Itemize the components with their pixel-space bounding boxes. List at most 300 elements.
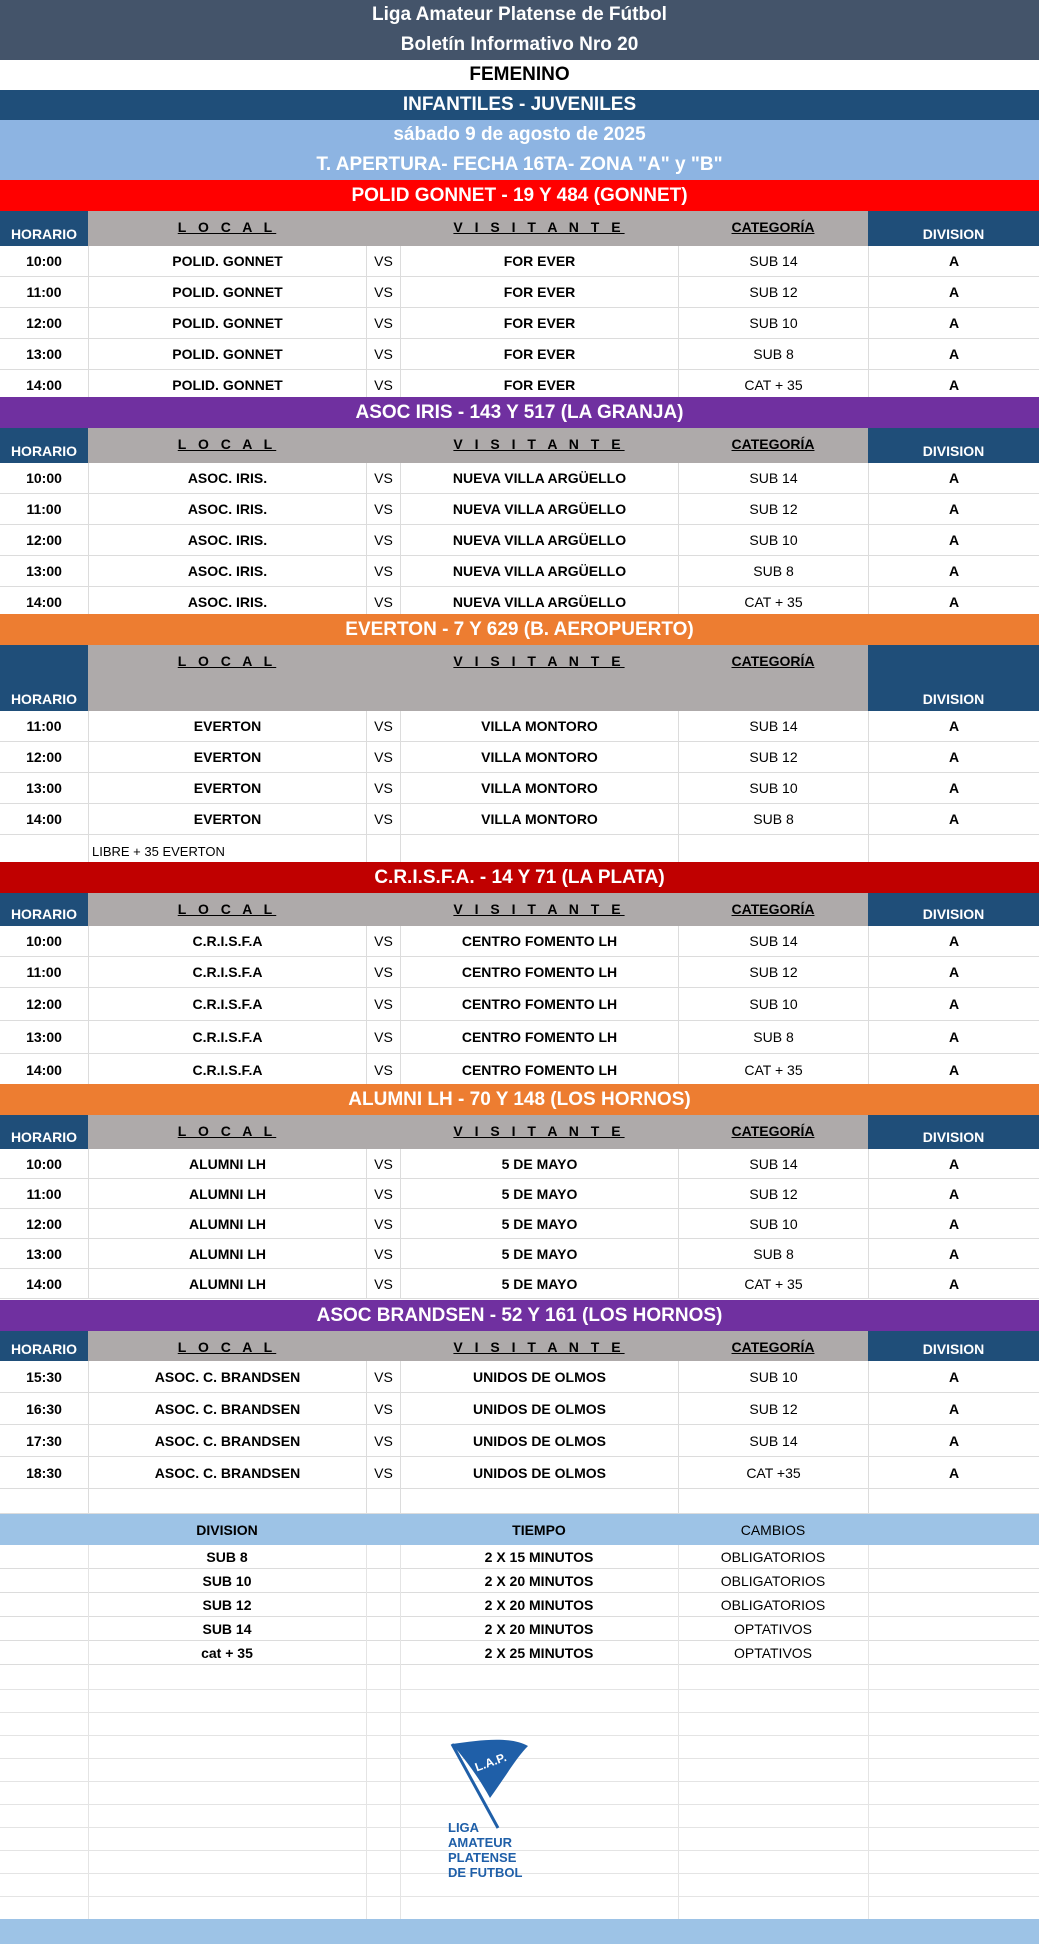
cell-border <box>868 1641 869 1665</box>
match-vs: VS <box>366 742 400 772</box>
match-row <box>0 711 1039 742</box>
match-vs: VS <box>366 1239 400 1268</box>
match-local-team: ASOC. IRIS. <box>88 587 366 617</box>
match-time: 11:00 <box>26 718 62 734</box>
grid-line <box>0 1712 1039 1713</box>
match-visitor-team: FOR EVER <box>400 277 678 307</box>
column-header-row <box>0 211 1039 246</box>
match-division: A <box>868 1457 1039 1488</box>
venue-title <box>0 862 1039 893</box>
cell-border <box>400 1545 401 1569</box>
league-title-text: Liga Amateur Platense de Fútbol <box>372 4 667 25</box>
column-categoria: CATEGORÍA <box>678 893 868 926</box>
match-visitor-team: CENTRO FOMENTO LH <box>400 1021 678 1053</box>
match-category: CAT + 35 <box>678 1054 868 1086</box>
empty-cell <box>678 1488 868 1513</box>
match-row <box>0 742 1039 773</box>
match-vs: VS <box>366 711 400 741</box>
match-time: 10:00 <box>26 470 62 486</box>
match-division: A <box>868 742 1039 772</box>
match-time: 16:30 <box>26 1400 62 1417</box>
cell-border <box>400 1593 401 1617</box>
match-time: 11:00 <box>26 501 62 517</box>
match-time: 18:30 <box>26 1464 62 1481</box>
match-vs: VS <box>366 1149 400 1178</box>
match-time: 17:30 <box>26 1432 62 1449</box>
cell-border <box>868 1569 869 1593</box>
match-division: A <box>868 773 1039 803</box>
match-local-team: ALUMNI LH <box>88 1239 366 1268</box>
times-substitutions: OBLIGATORIOS <box>720 1572 826 1589</box>
match-row <box>0 494 1039 525</box>
match-division: A <box>868 246 1039 276</box>
cell-border <box>868 1593 869 1617</box>
column-division: DIVISION <box>868 645 1039 711</box>
match-time: 13:00 <box>26 346 62 362</box>
empty-cell <box>678 835 868 865</box>
column-header-row <box>0 1331 1039 1361</box>
times-row <box>0 1545 1039 1569</box>
times-division: SUB 12 <box>202 1596 252 1613</box>
match-category: SUB 14 <box>678 711 868 741</box>
match-row <box>0 1054 1039 1087</box>
grid-line <box>0 1689 1039 1690</box>
match-local-team: ASOC. IRIS. <box>88 556 366 586</box>
match-division: A <box>868 556 1039 586</box>
match-local-team: POLID. GONNET <box>88 277 366 307</box>
column-horario: HORARIO <box>0 645 88 711</box>
match-local-team: ALUMNI LH <box>88 1269 366 1298</box>
times-header-cambios: CAMBIOS <box>740 1521 806 1538</box>
match-division: A <box>868 1149 1039 1178</box>
match-row <box>0 926 1039 957</box>
date-title-text: sábado 9 de agosto de 2025 <box>393 124 646 145</box>
venue-title <box>0 614 1039 645</box>
match-visitor-team: CENTRO FOMENTO LH <box>400 926 678 956</box>
bulletin-title <box>0 30 1039 60</box>
match-division: A <box>868 1425 1039 1456</box>
match-division: A <box>868 1239 1039 1268</box>
league-title <box>0 0 1039 30</box>
match-row <box>0 1269 1039 1299</box>
column-local: L O C A L <box>88 428 366 463</box>
match-time: 12:00 <box>26 996 62 1012</box>
match-local-team: C.R.I.S.F.A <box>88 1021 366 1053</box>
match-row <box>0 957 1039 988</box>
venue-title-text: ASOC IRIS - 143 Y 517 (LA GRANJA) <box>355 401 684 423</box>
times-row <box>0 1617 1039 1641</box>
grid-column-line <box>868 1665 869 1919</box>
match-vs: VS <box>366 773 400 803</box>
match-row <box>0 246 1039 277</box>
match-row <box>0 773 1039 804</box>
match-row <box>0 339 1039 370</box>
match-row <box>0 1179 1039 1209</box>
match-time: 12:00 <box>26 749 62 765</box>
times-division: SUB 14 <box>202 1620 252 1637</box>
match-visitor-team: FOR EVER <box>400 370 678 400</box>
venue-title-text: C.R.I.S.F.A. - 14 Y 71 (LA PLATA) <box>374 866 665 888</box>
times-row <box>0 1593 1039 1617</box>
match-local-team: ASOC. C. BRANDSEN <box>88 1361 366 1392</box>
match-time: 10:00 <box>26 1155 62 1172</box>
column-visitante: V I S I T A N T E <box>400 893 678 926</box>
match-local-team: C.R.I.S.F.A <box>88 1054 366 1086</box>
cell-border <box>88 1545 89 1569</box>
grid-column-line <box>88 1665 89 1919</box>
match-visitor-team: 5 DE MAYO <box>400 1239 678 1268</box>
cell-border <box>678 1545 679 1569</box>
match-category: SUB 10 <box>678 525 868 555</box>
match-category: SUB 12 <box>678 742 868 772</box>
match-category: SUB 8 <box>678 1239 868 1268</box>
column-header-row <box>0 428 1039 463</box>
empty-cell <box>400 1488 678 1513</box>
match-visitor-team: UNIDOS DE OLMOS <box>400 1457 678 1488</box>
match-time: 13:00 <box>26 1029 62 1045</box>
match-vs: VS <box>366 246 400 276</box>
match-vs: VS <box>366 556 400 586</box>
cell-border <box>366 1617 367 1641</box>
cell-border <box>868 1545 869 1569</box>
column-division: DIVISION <box>868 211 1039 246</box>
branch-title <box>0 60 1039 90</box>
match-category: CAT + 35 <box>678 370 868 400</box>
match-division: A <box>868 370 1039 400</box>
match-division: A <box>868 463 1039 493</box>
match-time: 13:00 <box>26 780 62 796</box>
match-category: SUB 10 <box>678 1361 868 1392</box>
match-category: SUB 14 <box>678 246 868 276</box>
logo-text <box>448 1820 522 1880</box>
column-division: DIVISION <box>868 1115 1039 1149</box>
match-local-team: ASOC. C. BRANDSEN <box>88 1393 366 1424</box>
match-vs: VS <box>366 587 400 617</box>
match-local-team: ASOC. IRIS. <box>88 463 366 493</box>
column-local: L O C A L <box>88 645 366 711</box>
cell-border <box>366 1569 367 1593</box>
match-vs: VS <box>366 370 400 400</box>
grid-column-line <box>400 1665 401 1919</box>
match-category: SUB 14 <box>678 463 868 493</box>
match-visitor-team: VILLA MONTORO <box>400 804 678 834</box>
match-division: A <box>868 339 1039 369</box>
logo-line-3: PLATENSE <box>448 1850 517 1865</box>
match-visitor-team: 5 DE MAYO <box>400 1209 678 1238</box>
match-visitor-team: FOR EVER <box>400 308 678 338</box>
match-vs: VS <box>366 926 400 956</box>
match-time: 12:00 <box>26 315 62 331</box>
match-time: 14:00 <box>26 1275 62 1292</box>
match-division: A <box>868 1361 1039 1392</box>
match-time: 12:00 <box>26 1215 62 1232</box>
logo-line-2: AMATEUR <box>448 1835 513 1850</box>
match-row <box>0 277 1039 308</box>
match-local-team: ALUMNI LH <box>88 1209 366 1238</box>
match-vs: VS <box>366 988 400 1020</box>
venue-title-text: EVERTON - 7 Y 629 (B. AEROPUERTO) <box>345 618 694 640</box>
cell-border <box>678 1617 679 1641</box>
cell-border <box>88 1593 89 1617</box>
tournament-title-text: T. APERTURA- FECHA 16TA- ZONA "A" y "B" <box>316 154 723 175</box>
match-division: A <box>868 1209 1039 1238</box>
match-visitor-team: NUEVA VILLA ARGÜELLO <box>400 587 678 617</box>
times-substitutions: OBLIGATORIOS <box>720 1596 826 1613</box>
cell-border <box>400 1617 401 1641</box>
match-category: SUB 14 <box>678 1149 868 1178</box>
match-division: A <box>868 1393 1039 1424</box>
times-duration: 2 X 20 MINUTOS <box>484 1596 594 1613</box>
match-vs: VS <box>366 525 400 555</box>
cell-border <box>366 1641 367 1665</box>
logo-line-4: DE FUTBOL <box>448 1865 523 1880</box>
match-time: 12:00 <box>26 532 62 548</box>
match-category: SUB 8 <box>678 556 868 586</box>
match-row <box>0 308 1039 339</box>
empty-cell <box>400 835 678 865</box>
cell-border <box>868 1617 869 1641</box>
column-horario: HORARIO <box>0 211 88 246</box>
category-title <box>0 90 1039 120</box>
match-time: 11:00 <box>26 284 62 300</box>
date-title <box>0 120 1039 150</box>
match-visitor-team: NUEVA VILLA ARGÜELLO <box>400 463 678 493</box>
match-category: SUB 8 <box>678 1021 868 1053</box>
cell-border <box>88 1569 89 1593</box>
match-division: A <box>868 1179 1039 1208</box>
bulletin-title-text: Boletín Informativo Nro 20 <box>400 34 639 55</box>
venue-title <box>0 180 1039 211</box>
logo-flag-text: L.A.P. <box>472 1750 509 1775</box>
branch-title-text: FEMENINO <box>469 64 570 85</box>
match-local-team: POLID. GONNET <box>88 370 366 400</box>
match-local-team: ASOC. IRIS. <box>88 525 366 555</box>
footer-bar <box>0 1919 1039 1944</box>
match-row <box>0 556 1039 587</box>
empty-cell <box>88 1488 366 1513</box>
match-category: SUB 10 <box>678 1209 868 1238</box>
times-division: SUB 10 <box>202 1572 252 1589</box>
column-horario: HORARIO <box>0 1331 88 1361</box>
grid-column-line <box>366 1665 367 1919</box>
column-local: L O C A L <box>88 893 366 926</box>
match-row <box>0 1425 1039 1457</box>
times-duration: 2 X 20 MINUTOS <box>484 1620 594 1637</box>
match-category: SUB 14 <box>678 926 868 956</box>
match-division: A <box>868 804 1039 834</box>
empty-cell <box>366 1488 400 1513</box>
column-local: L O C A L <box>88 1331 366 1361</box>
match-local-team: ASOC. C. BRANDSEN <box>88 1457 366 1488</box>
match-vs: VS <box>366 1457 400 1488</box>
match-row <box>0 525 1039 556</box>
cell-border <box>88 1641 89 1665</box>
column-categoria: CATEGORÍA <box>678 645 868 711</box>
times-division: cat + 35 <box>201 1644 253 1661</box>
match-local-team: POLID. GONNET <box>88 339 366 369</box>
column-local: L O C A L <box>88 211 366 246</box>
match-division: A <box>868 494 1039 524</box>
column-header-row <box>0 893 1039 926</box>
match-row <box>0 1021 1039 1054</box>
cell-border <box>678 1593 679 1617</box>
match-vs: VS <box>366 494 400 524</box>
column-categoria: CATEGORÍA <box>678 211 868 246</box>
match-division: A <box>868 926 1039 956</box>
match-time: 15:30 <box>26 1368 62 1385</box>
times-row <box>0 1569 1039 1593</box>
match-division: A <box>868 711 1039 741</box>
match-division: A <box>868 277 1039 307</box>
column-categoria: CATEGORÍA <box>678 428 868 463</box>
match-category: SUB 14 <box>678 1425 868 1456</box>
cell-border <box>366 1593 367 1617</box>
match-local-team: POLID. GONNET <box>88 308 366 338</box>
match-division: A <box>868 957 1039 987</box>
empty-cell <box>868 835 1039 865</box>
match-visitor-team: VILLA MONTORO <box>400 742 678 772</box>
match-vs: VS <box>366 463 400 493</box>
times-row <box>0 1641 1039 1665</box>
venue-title-text: POLID GONNET - 19 Y 484 (GONNET) <box>351 184 688 206</box>
column-division: DIVISION <box>868 428 1039 463</box>
match-time: 14:00 <box>26 811 62 827</box>
cell-border <box>678 1641 679 1665</box>
venue-title-text: ASOC BRANDSEN - 52 Y 161 (LOS HORNOS) <box>316 1304 723 1326</box>
match-visitor-team: UNIDOS DE OLMOS <box>400 1393 678 1424</box>
match-category: SUB 10 <box>678 773 868 803</box>
match-category: CAT + 35 <box>678 587 868 617</box>
match-local-team: EVERTON <box>88 773 366 803</box>
match-time: 11:00 <box>26 964 62 980</box>
cell-border <box>400 1569 401 1593</box>
grid-line <box>0 1896 1039 1897</box>
match-row <box>0 1239 1039 1269</box>
match-visitor-team: 5 DE MAYO <box>400 1149 678 1178</box>
tournament-title <box>0 150 1039 180</box>
cell-border <box>678 1569 679 1593</box>
column-horario: HORARIO <box>0 893 88 926</box>
match-visitor-team: UNIDOS DE OLMOS <box>400 1425 678 1456</box>
match-time: 14:00 <box>26 377 62 393</box>
match-division: A <box>868 308 1039 338</box>
match-local-team: C.R.I.S.F.A <box>88 988 366 1020</box>
times-duration: 2 X 25 MINUTOS <box>484 1644 594 1661</box>
match-local-team: C.R.I.S.F.A <box>88 926 366 956</box>
match-category: CAT + 35 <box>678 1269 868 1298</box>
column-local: L O C A L <box>88 1115 366 1149</box>
column-visitante: V I S I T A N T E <box>400 428 678 463</box>
match-vs: VS <box>366 1425 400 1456</box>
match-vs: VS <box>366 1361 400 1392</box>
match-local-team: ALUMNI LH <box>88 1149 366 1178</box>
column-horario: HORARIO <box>0 1115 88 1149</box>
match-division: A <box>868 1054 1039 1086</box>
match-category: SUB 10 <box>678 988 868 1020</box>
match-row <box>0 1149 1039 1179</box>
times-division: SUB 8 <box>206 1548 248 1565</box>
grid-column-line <box>678 1665 679 1919</box>
column-horario: HORARIO <box>0 428 88 463</box>
match-division: A <box>868 525 1039 555</box>
venue-title <box>0 1300 1039 1331</box>
match-row <box>0 804 1039 835</box>
match-time: 10:00 <box>26 253 62 269</box>
empty-cell <box>868 1488 1039 1513</box>
match-time: 14:00 <box>26 1062 62 1078</box>
venue-title <box>0 397 1039 428</box>
match-vs: VS <box>366 957 400 987</box>
column-header-row <box>0 1115 1039 1149</box>
match-row <box>0 1209 1039 1239</box>
match-time: 13:00 <box>26 563 62 579</box>
times-duration: 2 X 20 MINUTOS <box>484 1572 594 1589</box>
match-time: 10:00 <box>26 933 62 949</box>
match-visitor-team: 5 DE MAYO <box>400 1269 678 1298</box>
match-visitor-team: CENTRO FOMENTO LH <box>400 957 678 987</box>
match-vs: VS <box>366 339 400 369</box>
match-category: SUB 12 <box>678 494 868 524</box>
match-vs: VS <box>366 308 400 338</box>
column-header-row <box>0 645 1039 711</box>
times-substitutions: OPTATIVOS <box>733 1620 813 1637</box>
cell-border <box>400 1641 401 1665</box>
venue-title <box>0 1084 1039 1115</box>
match-visitor-team: CENTRO FOMENTO LH <box>400 1054 678 1086</box>
column-division: DIVISION <box>868 893 1039 926</box>
match-category: SUB 12 <box>678 277 868 307</box>
venue-note: LIBRE + 35 EVERTON <box>92 844 225 859</box>
match-local-team: ASOC. C. BRANDSEN <box>88 1425 366 1456</box>
column-categoria: CATEGORÍA <box>678 1331 868 1361</box>
match-vs: VS <box>366 1054 400 1086</box>
match-category: SUB 8 <box>678 804 868 834</box>
match-local-team: POLID. GONNET <box>88 246 366 276</box>
match-local-team: EVERTON <box>88 742 366 772</box>
category-title-text: INFANTILES - JUVENILES <box>402 94 637 115</box>
match-row <box>0 463 1039 494</box>
match-vs: VS <box>366 1393 400 1424</box>
match-visitor-team: NUEVA VILLA ARGÜELLO <box>400 494 678 524</box>
match-row <box>0 988 1039 1021</box>
match-time: 13:00 <box>26 1245 62 1262</box>
empty-cell <box>88 835 366 865</box>
column-visitante: V I S I T A N T E <box>400 1115 678 1149</box>
match-row <box>0 1457 1039 1489</box>
match-local-team: ASOC. IRIS. <box>88 494 366 524</box>
match-visitor-team: NUEVA VILLA ARGÜELLO <box>400 556 678 586</box>
match-vs: VS <box>366 804 400 834</box>
match-vs: VS <box>366 1179 400 1208</box>
match-category: SUB 12 <box>678 1393 868 1424</box>
times-header-tiempo: TIEMPO <box>512 1521 566 1538</box>
match-visitor-team: 5 DE MAYO <box>400 1179 678 1208</box>
match-time: 11:00 <box>26 1185 62 1202</box>
empty-cell <box>366 835 400 865</box>
match-visitor-team: UNIDOS DE OLMOS <box>400 1361 678 1392</box>
match-category: SUB 10 <box>678 308 868 338</box>
match-local-team: ALUMNI LH <box>88 1179 366 1208</box>
times-substitutions: OPTATIVOS <box>733 1644 813 1661</box>
match-visitor-team: CENTRO FOMENTO LH <box>400 988 678 1020</box>
match-vs: VS <box>366 1269 400 1298</box>
match-local-team: EVERTON <box>88 711 366 741</box>
match-category: CAT +35 <box>678 1457 868 1488</box>
match-visitor-team: VILLA MONTORO <box>400 773 678 803</box>
column-division: DIVISION <box>868 1331 1039 1361</box>
match-division: A <box>868 1021 1039 1053</box>
match-vs: VS <box>366 1021 400 1053</box>
